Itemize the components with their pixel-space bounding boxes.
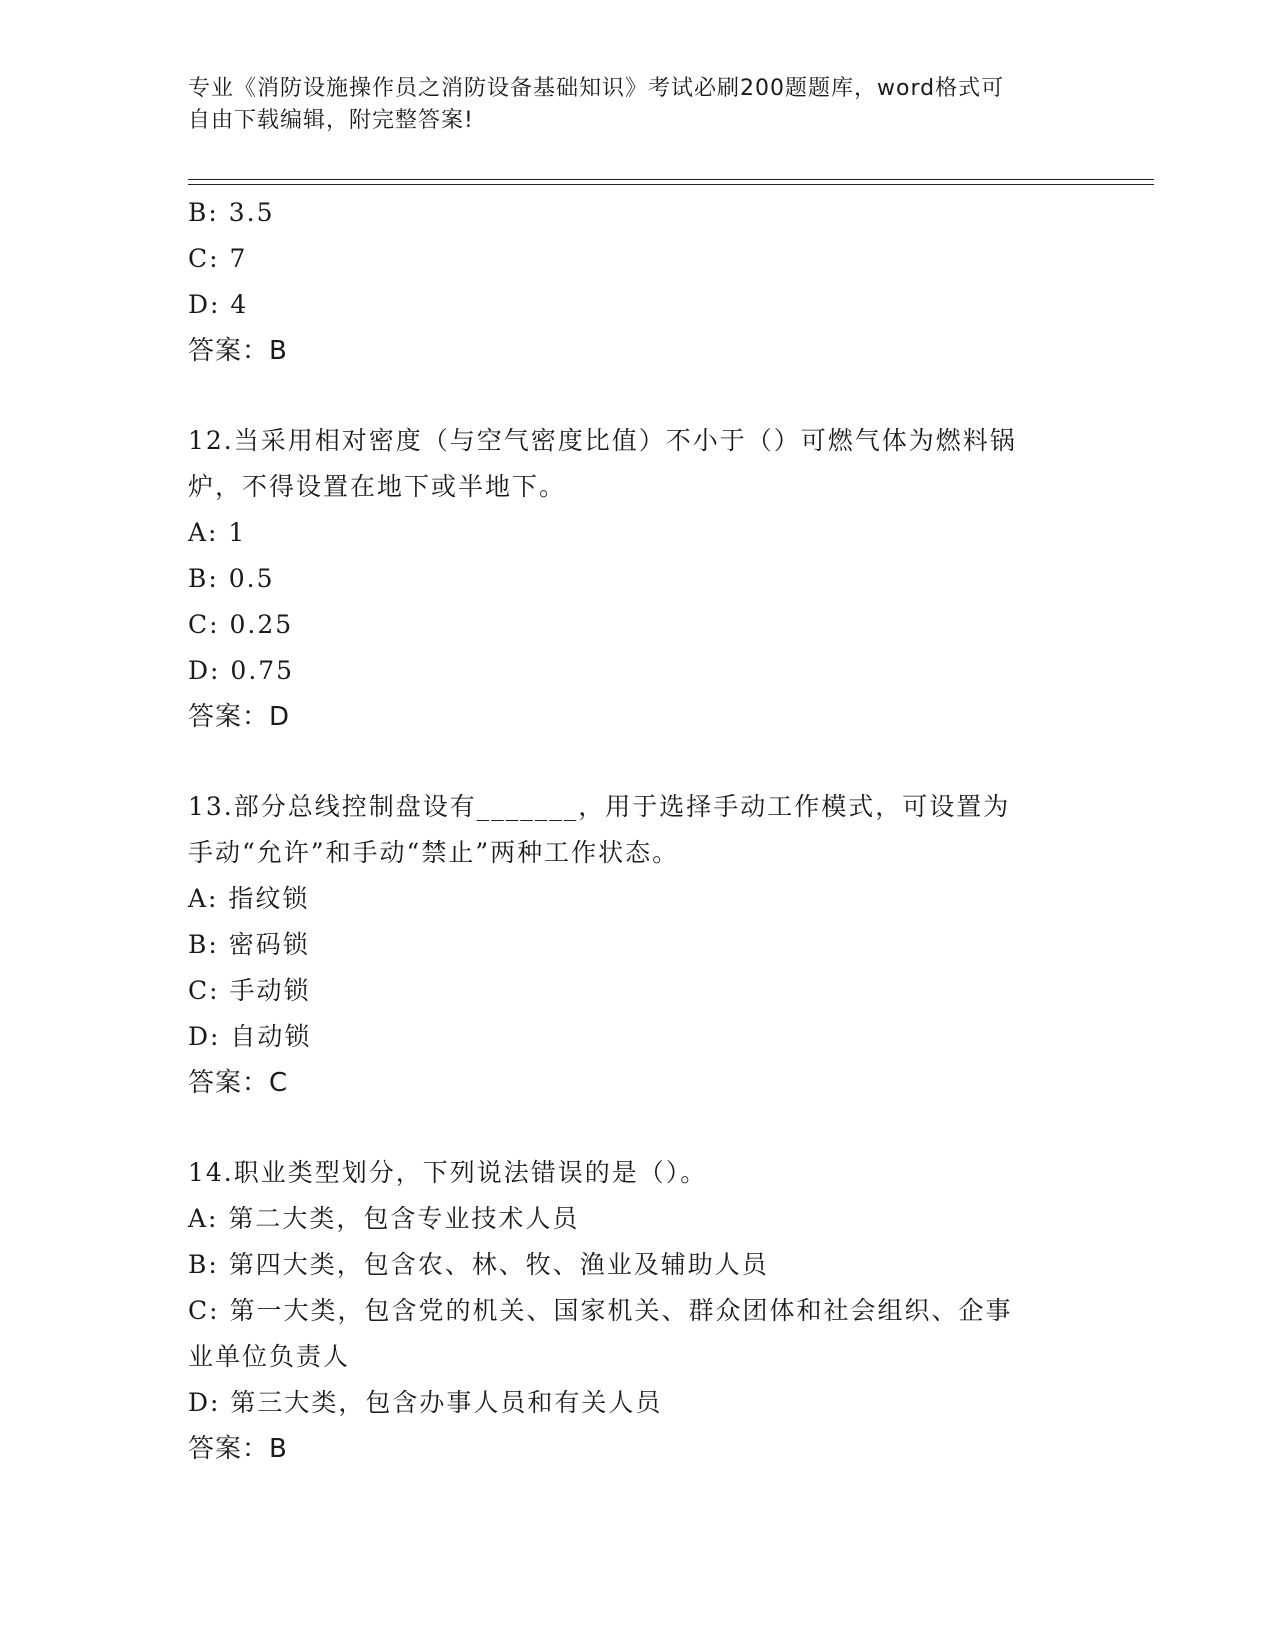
question-stem-line: 14.职业类型划分，下列说法错误的是（）。	[188, 1158, 708, 1187]
option-a: A: 1	[188, 518, 247, 547]
option-c: C: 7	[188, 244, 248, 273]
option-c: C: 第一大类，包含党的机关、国家机关、群众团体和社会组织、企事	[188, 1296, 1013, 1325]
question-stem-line: 炉，不得设置在地下或半地下。	[188, 472, 567, 501]
option-c: C: 0.25	[188, 610, 294, 639]
option-b: B: 3.5	[188, 198, 275, 227]
header-title-line-2: 自由下载编辑，附完整答案!	[188, 108, 474, 133]
option-b: B: 第四大类，包含农、林、牧、渔业及辅助人员	[188, 1250, 769, 1279]
question-stem-line: 手动“允许”和手动“禁止”两种工作状态。	[188, 838, 680, 867]
question-14	[188, 1150, 1088, 1472]
option-d: D: 0.75	[188, 656, 295, 685]
option-d: D: 4	[188, 290, 249, 319]
option-c: C: 手动锁	[188, 976, 311, 1005]
option-c-continuation: 业单位负责人	[188, 1342, 351, 1371]
question-12	[188, 418, 1088, 740]
question-stem-line: 13.部分总线控制盘设有_______，用于选择手动工作模式，可设置为	[188, 792, 1011, 821]
option-b: B: 密码锁	[188, 930, 310, 959]
option-b: B: 0.5	[188, 564, 275, 593]
question-content	[188, 190, 1088, 1472]
header-divider-bottom	[188, 184, 1154, 185]
option-a: A: 指纹锁	[188, 884, 310, 913]
question-stem-line: 12.当采用相对密度（与空气密度比值）不小于（）可燃气体为燃料锅	[188, 426, 1017, 455]
option-d: D: 自动锁	[188, 1022, 312, 1051]
header-divider-top	[188, 179, 1154, 180]
answer-line: 答案：B	[188, 1434, 288, 1464]
document-header	[188, 73, 1088, 137]
option-d: D: 第三大类，包含办事人员和有关人员	[188, 1388, 663, 1417]
question-11-continuation	[188, 190, 1088, 374]
header-title-line-1: 专业《消防设施操作员之消防设备基础知识》考试必刷200题题库，word格式可	[188, 76, 1005, 101]
answer-line: 答案：D	[188, 702, 291, 732]
answer-line: 答案：B	[188, 336, 288, 366]
question-13	[188, 784, 1088, 1106]
option-a: A: 第二大类，包含专业技术人员	[188, 1204, 580, 1233]
answer-line: 答案：C	[188, 1068, 289, 1098]
